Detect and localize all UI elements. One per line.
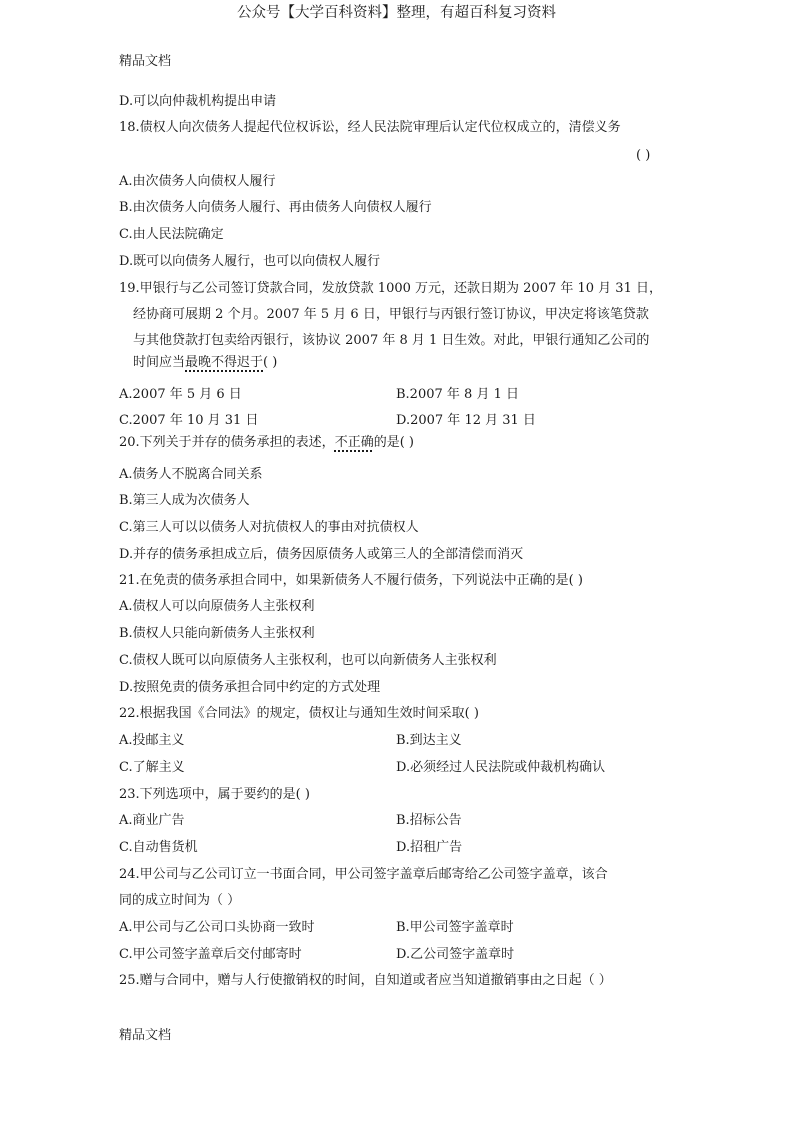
q24-stem-line2: 同的成立时间为（ ）: [119, 893, 241, 908]
q21-option-b: B.债权人只能向新债务人主张权利: [119, 626, 315, 641]
q23-option-d: D.招租广告: [396, 840, 463, 855]
q22-option-c: C.了解主义: [119, 760, 185, 775]
q25-stem: 25.赠与合同中，赠与人行使撤销权的时间，自知道或者应当知道撤销事由之日起（ ）: [119, 973, 612, 988]
q19-option-a: A.2007 年 5 月 6 日: [119, 387, 242, 402]
q23-option-b: B.招标公告: [396, 813, 462, 828]
q18-option-a: A.由次债务人向债权人履行: [119, 174, 276, 189]
q19-emphasis: 最晚不得迟于: [185, 355, 264, 370]
q22-option-b: B.到达主义: [396, 733, 462, 748]
q19-option-c: C.2007 年 10 月 31 日: [119, 413, 259, 428]
q20-option-b: B.第三人成为次债务人: [119, 493, 250, 508]
q22-option-a: A.投邮主义: [119, 733, 185, 748]
q23-stem: 23.下列选项中，属于要约的是( ): [119, 787, 310, 802]
q19-stem-line2: 经协商可展期 2 个月。2007 年 5 月 6 日，甲银行与丙银行签订协议，甲决定将该笔贷款: [133, 307, 649, 322]
q19-stem-line4-pre: 时间应当: [133, 355, 186, 370]
q17-option-d: D.可以向仲裁机构提出申请: [119, 94, 277, 109]
q20-stem-pre: 20.下列关于并存的债务承担的表述，: [119, 435, 335, 450]
q20-option-a: A.债务人不脱离合同关系: [119, 467, 263, 482]
q22-stem: 22.根据我国《合同法》的规定，债权让与通知生效时间采取( ): [119, 706, 479, 721]
q18-answer-paren: ( ): [636, 148, 651, 163]
q24-option-a: A.甲公司与乙公司口头协商一致时: [119, 920, 315, 935]
q20-option-d: D.并存的债务承担成立后，债务因原债务人或第三人的全部清偿而消灭: [119, 547, 524, 562]
q19-option-b: B.2007 年 8 月 1 日: [396, 387, 519, 402]
q19-option-d: D.2007 年 12 月 31 日: [396, 413, 536, 428]
page-header-banner: 公众号【大学百科资料】整理，有超百科复习资料: [237, 5, 556, 21]
q23-option-c: C.自动售货机: [119, 840, 198, 855]
q21-option-a: A.债权人可以向原债务人主张权利: [119, 599, 315, 614]
q24-option-d: D.乙公司签字盖章时: [396, 947, 515, 962]
footer-label: 精品文档: [119, 1028, 172, 1043]
q18-option-c: C.由人民法院确定: [119, 227, 224, 242]
q20-stem-post: 的是( ): [373, 435, 414, 450]
q24-option-b: B.甲公司签字盖章时: [396, 920, 514, 935]
q20-option-c: C.第三人可以以债务人对抗债权人的事由对抗债权人: [119, 520, 419, 535]
q21-option-d: D.按照免责的债务承担合同中约定的方式处理: [119, 680, 381, 695]
q20-emphasis: 不正确: [334, 435, 374, 450]
header-label: 精品文档: [119, 54, 172, 69]
q18-stem: 18.债权人向次债务人提起代位权诉讼，经人民法院审理后认定代位权成立的，清偿义务: [119, 120, 621, 135]
q20-stem: [119, 434, 414, 452]
q24-option-c: C.甲公司签字盖章后交付邮寄时: [119, 947, 302, 962]
q21-option-c: C.债权人既可以向原债务人主张权利，也可以向新债务人主张权利: [119, 653, 497, 668]
q19-stem-line4: [133, 354, 277, 372]
q19-answer-paren: ( ): [263, 355, 278, 370]
q23-option-a: A.商业广告: [119, 813, 185, 828]
q18-option-b: B.由次债务人向债务人履行、再由债务人向债权人履行: [119, 200, 432, 215]
q21-stem: 21.在免责的债务承担合同中，如果新债务人不履行债务，下列说法中正确的是( ): [119, 573, 583, 588]
q22-option-d: D.必须经过人民法院或仲裁机构确认: [396, 760, 606, 775]
q18-option-d: D.既可以向债务人履行，也可以向债权人履行: [119, 254, 381, 269]
q24-stem-line1: 24.甲公司与乙公司订立一书面合同，甲公司签字盖章后邮寄给乙公司签字盖章，该合: [119, 867, 608, 882]
q19-stem-line3: 与其他贷款打包卖给丙银行，该协议 2007 年 8 月 1 日生效。对此，甲银行通知乙公司的: [133, 333, 650, 348]
q19-stem-line1: 19.甲银行与乙公司签订贷款合同，发放贷款 1000 万元，还款日期为 2007 年 10 月 31 日，: [119, 281, 662, 296]
